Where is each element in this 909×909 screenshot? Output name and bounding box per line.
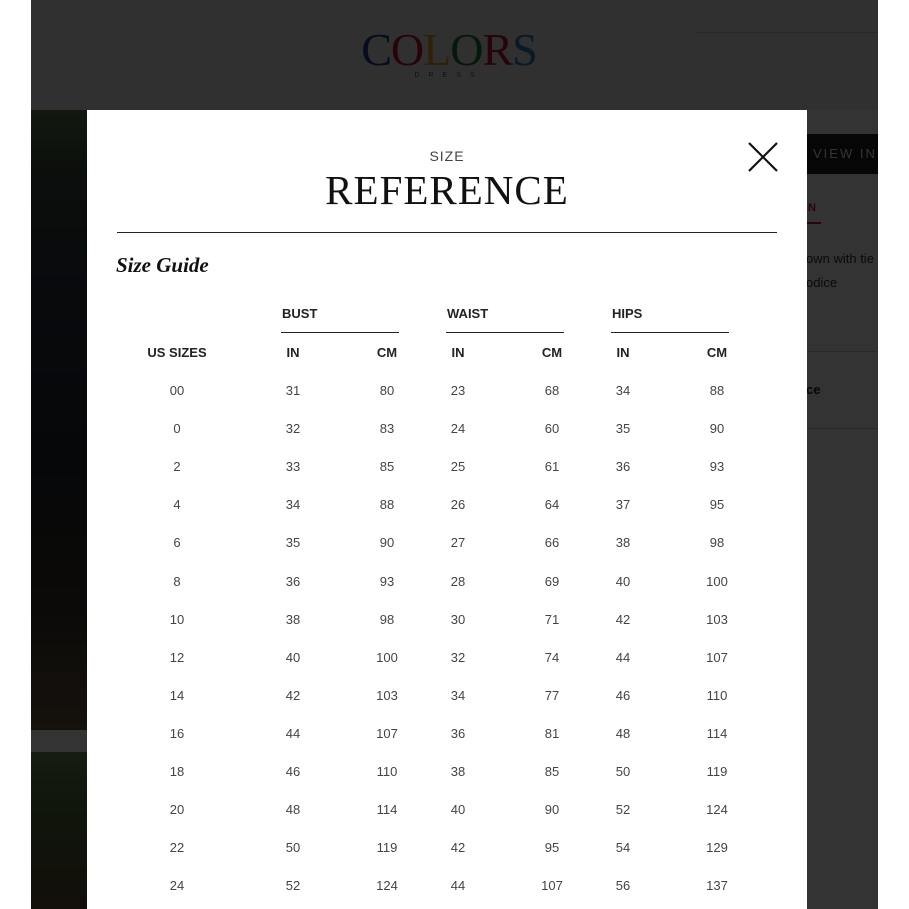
- measurement-cell: 60: [544, 421, 560, 436]
- measurement-cell: 54: [615, 840, 631, 855]
- measurement-cell: 38: [285, 612, 301, 627]
- measurement-cell: 50: [285, 840, 301, 855]
- measurement-cell: 34: [615, 383, 631, 398]
- measurement-cell: 31: [285, 383, 301, 398]
- measurement-cell: 74: [544, 650, 560, 665]
- measurement-cell: 50: [615, 764, 631, 779]
- measurement-cell: 46: [615, 688, 631, 703]
- title-divider: [117, 232, 777, 233]
- measurement-cell: 42: [615, 612, 631, 627]
- measurement-cell: 36: [615, 459, 631, 474]
- measurement-cell: 114: [376, 802, 398, 817]
- measurement-cell: 98: [709, 535, 725, 550]
- size-cell: 18: [169, 764, 185, 779]
- measurement-cell: 44: [615, 650, 631, 665]
- size-cell: 6: [173, 535, 181, 550]
- measurement-cell: 40: [615, 574, 631, 589]
- size-cell: 22: [169, 840, 185, 855]
- measurement-cell: 38: [615, 535, 631, 550]
- measurement-cell: 46: [285, 764, 301, 779]
- measurement-cell: 66: [544, 535, 560, 550]
- measurement-cell: 28: [450, 574, 466, 589]
- measurement-cell: 48: [285, 802, 301, 817]
- measurement-cell: 93: [379, 574, 395, 589]
- measurement-cell: 34: [450, 688, 466, 703]
- measurement-cell: 119: [706, 764, 728, 779]
- measurement-cell: 119: [376, 840, 398, 855]
- measurement-cell: 42: [285, 688, 301, 703]
- measurement-cell: 36: [285, 574, 301, 589]
- measurement-cell: 52: [615, 802, 631, 817]
- measurement-cell: 110: [706, 688, 728, 703]
- modal-title-small: SIZE: [429, 148, 465, 164]
- measurement-cell: 98: [379, 612, 395, 627]
- hips-group-label: HIPS: [612, 306, 643, 321]
- measurement-cell: 30: [450, 612, 466, 627]
- size-cell: 00: [169, 383, 185, 398]
- column-header: IN: [451, 345, 465, 360]
- measurement-cell: 100: [706, 574, 728, 589]
- size-cell: 10: [169, 612, 185, 627]
- bust-group-rule: [281, 332, 399, 333]
- size-cell: 16: [169, 726, 185, 741]
- measurement-cell: 100: [376, 650, 398, 665]
- measurement-cell: 52: [285, 878, 301, 893]
- measurement-cell: 129: [706, 840, 728, 855]
- column-header: CM: [541, 345, 563, 360]
- measurement-cell: 44: [285, 726, 301, 741]
- size-cell: 4: [173, 497, 181, 512]
- measurement-cell: 32: [285, 421, 301, 436]
- measurement-cell: 90: [379, 535, 395, 550]
- measurement-cell: 80: [379, 383, 395, 398]
- measurement-cell: 35: [615, 421, 631, 436]
- measurement-cell: 107: [376, 726, 398, 741]
- measurement-cell: 107: [706, 650, 728, 665]
- measurement-cell: 83: [379, 421, 395, 436]
- measurement-cell: 137: [706, 878, 728, 893]
- measurement-cell: 88: [709, 383, 725, 398]
- measurement-cell: 93: [709, 459, 725, 474]
- measurement-cell: 27: [450, 535, 466, 550]
- measurement-cell: 40: [450, 802, 466, 817]
- measurement-cell: 85: [544, 764, 560, 779]
- measurement-cell: 25: [450, 459, 466, 474]
- measurement-cell: 40: [285, 650, 301, 665]
- measurement-cell: 107: [541, 878, 563, 893]
- measurement-cell: 33: [285, 459, 301, 474]
- measurement-cell: 26: [450, 497, 466, 512]
- measurement-cell: 56: [615, 878, 631, 893]
- measurement-cell: 110: [376, 764, 398, 779]
- measurement-cell: 103: [706, 612, 728, 627]
- measurement-cell: 32: [450, 650, 466, 665]
- column-header: CM: [706, 345, 728, 360]
- measurement-cell: 90: [544, 802, 560, 817]
- bust-group-label: BUST: [282, 306, 318, 321]
- size-cell: 14: [169, 688, 185, 703]
- size-cell: 2: [173, 459, 181, 474]
- measurement-cell: 85: [379, 459, 395, 474]
- measurement-cell: 69: [544, 574, 560, 589]
- size-guide-heading: Size Guide: [116, 253, 209, 277]
- size-cell: 0: [173, 421, 181, 436]
- measurement-cell: 77: [544, 688, 560, 703]
- measurement-cell: 42: [450, 840, 466, 855]
- measurement-cell: 35: [285, 535, 301, 550]
- measurement-cell: 124: [376, 878, 398, 893]
- measurement-cell: 114: [706, 726, 728, 741]
- measurement-cell: 37: [615, 497, 631, 512]
- measurement-cell: 103: [376, 688, 398, 703]
- measurement-cell: 24: [450, 421, 466, 436]
- waist-group-label: WAIST: [447, 306, 489, 321]
- size-cell: 12: [169, 650, 185, 665]
- measurement-cell: 38: [450, 764, 466, 779]
- measurement-cell: 64: [544, 497, 560, 512]
- measurement-cell: 68: [544, 383, 560, 398]
- column-header: IN: [616, 345, 630, 360]
- measurement-cell: 95: [544, 840, 560, 855]
- measurement-cell: 124: [706, 802, 728, 817]
- measurement-cell: 95: [709, 497, 725, 512]
- measurement-cell: 44: [450, 878, 466, 893]
- size-cell: 24: [169, 878, 185, 893]
- measurement-cell: 34: [285, 497, 301, 512]
- measurement-cell: 88: [379, 497, 395, 512]
- modal-title: REFERENCE: [325, 167, 569, 213]
- size-cell: 20: [169, 802, 185, 817]
- measurement-cell: 71: [544, 612, 560, 627]
- waist-group-rule: [446, 332, 564, 333]
- hips-group-rule: [611, 332, 729, 333]
- size-cell: 8: [173, 574, 181, 589]
- size-reference-modal: [87, 110, 807, 909]
- column-header: CM: [376, 345, 398, 360]
- measurement-cell: 61: [544, 459, 560, 474]
- measurement-cell: 90: [709, 421, 725, 436]
- column-header: IN: [286, 345, 300, 360]
- column-header: US SIZES: [147, 345, 207, 360]
- measurement-cell: 23: [450, 383, 466, 398]
- measurement-cell: 81: [544, 726, 560, 741]
- measurement-cell: 48: [615, 726, 631, 741]
- measurement-cell: 36: [450, 726, 466, 741]
